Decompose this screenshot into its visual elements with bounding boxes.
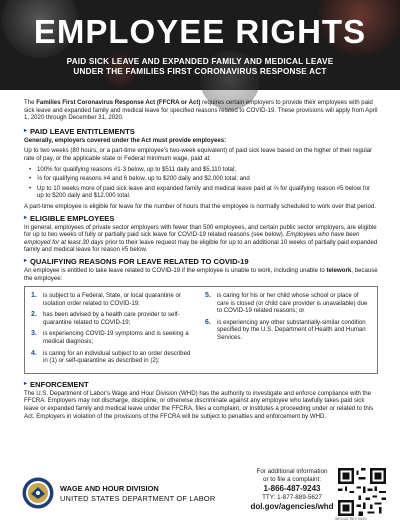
subtitle-line-2: UNDER THE FAMILIES FIRST CORONAVIRUS RESPONSE ACT <box>73 67 327 76</box>
section-heading-text: ENFORCEMENT <box>30 379 89 389</box>
website-link[interactable]: dol.gov/agencies/whd <box>250 502 334 511</box>
eligible-italic: Employees who have been employed for at least 30 days <box>24 231 360 246</box>
section-enforcement-heading <box>24 380 378 389</box>
reason-item <box>31 292 195 307</box>
enforcement-paragraph: The U.S. Department of Labor’s Wage and Hour Division (WHD) has the authority to investigate and enforce compliance with the FFCRA. Employers may not discharge, discipline, or otherwise discriminate against any employee who lawfully takes paid sick leave or expanded family and medical leave under the FFCRA, files a complaint, or institutes a proceeding under or related to this Act. Employers in violation of the provisions of the FFCRA will be subject to penalties and enforcement by WHD. <box>24 389 374 420</box>
part-time-note: A part-time employee is eligible for leave for the number of hours that the employee is normally scheduled to work over that period. <box>24 202 376 210</box>
reason-number: 2. <box>31 311 37 319</box>
tty-number: TTY: 1-877-889-5627 <box>262 494 322 501</box>
agency-name: WAGE AND HOUR DIVISION <box>60 484 159 493</box>
contact-line-2: or to file a complaint: <box>262 476 322 483</box>
reasons-column-right <box>205 292 369 369</box>
arrow-icon: ▸ <box>24 214 28 221</box>
header-banner <box>0 0 400 90</box>
qualifying-intro <box>24 267 378 282</box>
phone-number[interactable]: 1-866-487-9243 <box>263 484 321 493</box>
bullet-item: • 100% for qualifying reasons #1-3 below, up to $511 daily and $5,110 total; <box>24 166 378 174</box>
qualifying-reasons-box <box>24 286 378 374</box>
dol-seal-icon <box>22 477 54 509</box>
paid-leave-subheading: Generally, employers covered under the Act must provide employees: <box>24 136 227 144</box>
subtitle-line-1: PAID SICK LEAVE AND EXPANDED FAMILY AND MEDICAL LEAVE <box>66 57 334 66</box>
intro-lead: The <box>24 99 37 106</box>
arrow-icon: ▸ <box>24 257 28 264</box>
bullet-item: • Up to 10 weeks more of paid sick leave and expanded family and medical leave paid at ⅔ for qualifying reason #5 below for up to $200 daily and $12,000 total. <box>24 185 378 200</box>
form-code: WH1422 REV 03/20 <box>335 517 367 521</box>
reason-number: 3. <box>31 330 37 338</box>
paid-leave-paragraph: Up to two weeks (80 hours, or a part-time employee’s two-week equivalent) of paid sick leave based on the higher of their regular rate of pay, or the applicable state or Federal minimum wage, paid at: <box>24 147 373 162</box>
reasons-column-left <box>31 292 195 369</box>
eligible-rest: prior to their leave request may be eligible for up to an additional 10 weeks of partially paid expanded family and medical leave for reason #5 below. <box>24 238 378 254</box>
reason-number: 4. <box>31 349 37 357</box>
intro-paragraph <box>24 99 378 122</box>
footer <box>0 468 400 521</box>
eligible-text: In general, employees of private sector employers with fewer than 500 employees, and certain public sector employers, are eligible for up to two weeks of fully or partially paid sick leave for COVID-19 related reasons (see below). <box>24 223 377 239</box>
reason-text: has been advised by a health care provider to self-quarantine related to COVID-19; <box>43 311 180 326</box>
qualifying-intro-bold: telework <box>326 266 352 274</box>
section-heading-text: ELIGIBLE EMPLOYEES <box>30 213 115 223</box>
intro-rest: requires certain employers to provide their employees with paid sick leave and expanded family and medical leave for specified reasons related to COVID-19. These provisions will apply from April 1, 2020 through December 31, 2020. <box>24 99 378 122</box>
qualifying-intro-a: An employee is entitled to take leave related to COVID-19 if the employee is unable to work, including unable to <box>24 266 327 274</box>
act-name: Families First Coronavirus Response Act (FFCRA or Act) <box>36 99 201 106</box>
section-paid-leave-heading <box>24 127 378 136</box>
reason-item <box>205 319 369 342</box>
bullet-item: • ⅔ for qualifying reasons #4 and 6 below, up to $200 daily and $2,000 total; and <box>24 175 378 183</box>
arrow-icon: ▸ <box>24 127 28 134</box>
reason-item <box>205 292 369 315</box>
reason-text: is subject to a Federal, State, or local quarantine or isolation order related to COVID-19; <box>43 292 181 307</box>
reason-text: is caring for his or her child whose school or place of care is closed (or child care provider is unavailable) due to COVID-19 related reasons; or <box>217 292 368 315</box>
page-subtitle <box>0 57 400 77</box>
reason-number: 5. <box>205 292 211 300</box>
reason-item <box>31 350 195 365</box>
poster-content <box>24 99 378 423</box>
reason-number: 6. <box>205 318 211 326</box>
department-name: UNITED STATES DEPARTMENT OF LABOR <box>60 494 216 503</box>
contact-line-1: For additional information <box>256 468 328 475</box>
reason-text: is caring for an individual subject to an order described in (1) or self-quarantine as described in (2); <box>43 349 191 365</box>
page-title: EMPLOYEE RIGHTS <box>33 13 367 50</box>
eligible-paragraph <box>24 224 378 254</box>
paid-leave-bullets <box>24 166 378 200</box>
reason-text: is experiencing COVID-19 symptoms and is seeking a medical diagnosis; <box>43 330 189 346</box>
section-qualifying-heading <box>24 257 378 266</box>
section-heading-text: PAID LEAVE ENTITLEMENTS <box>30 126 135 136</box>
section-heading-text: QUALIFYING REASONS FOR LEAVE RELATED TO COVID-19 <box>30 256 249 266</box>
reason-item <box>31 311 195 326</box>
section-eligible-heading <box>24 214 378 223</box>
reason-text: is experiencing any other substantially-similar condition specified by the U.S. Department of Health and Human Services. <box>217 318 366 342</box>
reason-item <box>31 330 195 345</box>
reason-number: 1. <box>31 292 37 300</box>
contact-block <box>246 468 338 512</box>
qr-code-icon <box>338 468 386 516</box>
arrow-icon: ▸ <box>24 380 28 387</box>
qualifying-intro-b: , because the employee: <box>24 266 378 282</box>
